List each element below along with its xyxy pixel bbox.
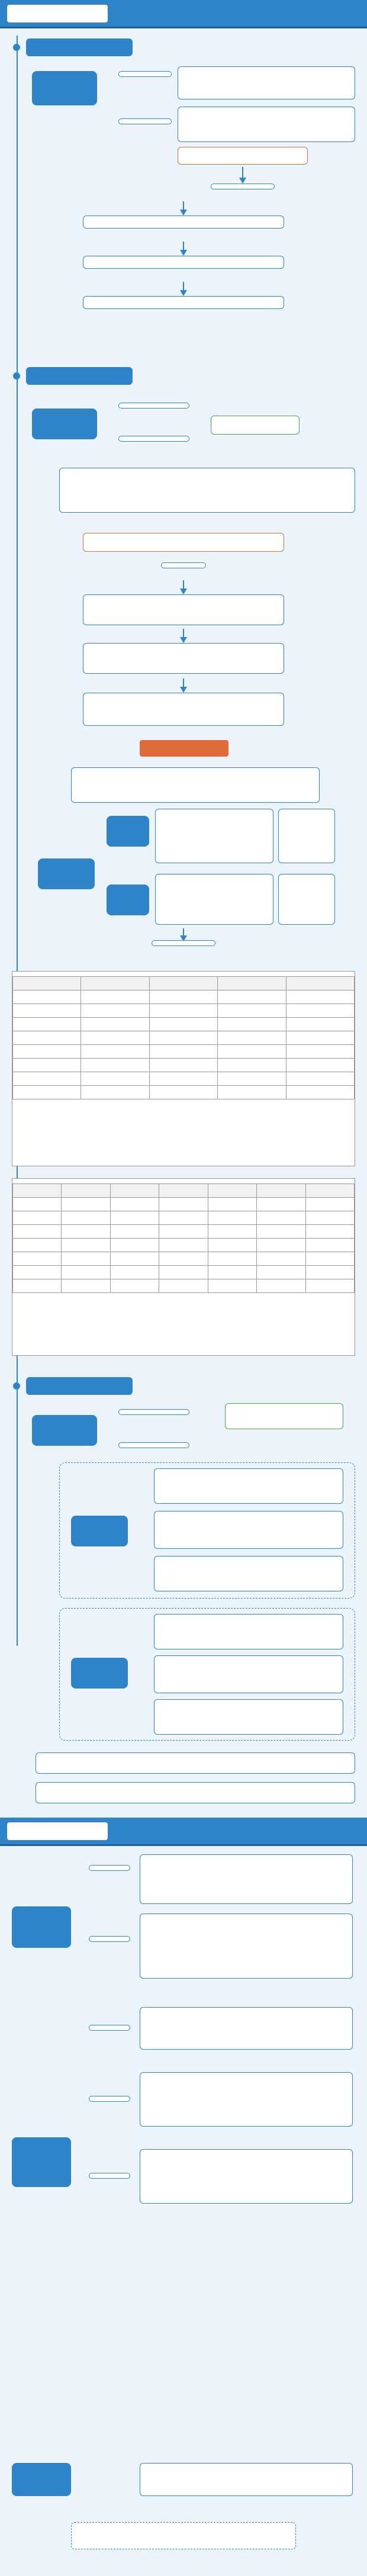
entry-gift-values [278, 874, 335, 925]
example-banner [140, 740, 228, 757]
table-cell [305, 1266, 354, 1279]
arrow-down-icon [242, 167, 243, 179]
table-cell [305, 1239, 354, 1252]
table-row [13, 990, 355, 1004]
table-row [13, 1252, 355, 1266]
table-cell [257, 1211, 305, 1225]
table-cell [257, 1198, 305, 1211]
vat-step-1 [83, 216, 284, 229]
table-cell [286, 1086, 354, 1099]
arrow-down-icon [183, 282, 184, 291]
cit-confirm [83, 533, 284, 552]
section-header-finance [0, 1818, 367, 1846]
finance-g2-entertain-lines [140, 2072, 353, 2127]
table-row [13, 1031, 355, 1045]
table-cell [13, 1059, 81, 1072]
cit-branch-entertain-label [118, 403, 189, 409]
vat-step-3 [83, 296, 284, 309]
vat-lead-label [32, 71, 97, 105]
table-cell [149, 990, 217, 1004]
table-cell [208, 1211, 256, 1225]
table-cell [13, 1252, 62, 1266]
vat-branch-entertain-text [178, 66, 355, 99]
table-cell [62, 1225, 110, 1239]
table-cell [257, 1266, 305, 1279]
table-header [218, 977, 286, 990]
tab-vat [26, 38, 133, 56]
arrow-down-icon [183, 201, 184, 211]
table-cell [149, 1059, 217, 1072]
table-header [208, 1184, 256, 1198]
timeline-dot-icon [13, 1382, 20, 1390]
table-cell [305, 1252, 354, 1266]
vat-branch-entertain-label [118, 71, 172, 77]
table-cell [149, 1004, 217, 1018]
arrow-down-icon [183, 678, 184, 688]
finance-g2-gift-lines [140, 2149, 353, 2204]
entry-group-label [38, 858, 95, 889]
finance-g1-gift-lines [140, 1913, 353, 1979]
table-row [13, 1198, 355, 1211]
table-cell [208, 1239, 256, 1252]
table-cell [62, 1211, 110, 1225]
table-cell [81, 1031, 149, 1045]
cit-result-label [211, 416, 300, 435]
table-cell [62, 1239, 110, 1252]
table-cell [110, 1225, 159, 1239]
table-cell [159, 1279, 208, 1293]
table-cell [81, 1045, 149, 1059]
iit-no-tax-item [154, 1556, 343, 1591]
iit-lead-label [32, 1415, 97, 1446]
table-cell [218, 1031, 286, 1045]
table-cell [257, 1239, 305, 1252]
arrow-down-icon [183, 629, 184, 638]
example-text [71, 767, 320, 803]
table-cell [13, 1279, 62, 1293]
table-cell [208, 1266, 256, 1279]
table-cell [81, 1018, 149, 1031]
timeline-iit [17, 1374, 18, 1646]
finance-g3-lines [140, 2463, 353, 2496]
table-cell [13, 1031, 81, 1045]
cit-order-tag [161, 562, 206, 568]
table-cell [110, 1211, 159, 1225]
table-cell [159, 1198, 208, 1211]
table-cell [218, 990, 286, 1004]
table-cell [13, 1225, 62, 1239]
arrow-down-icon [183, 242, 184, 251]
table-cell [159, 1225, 208, 1239]
table-header [149, 977, 217, 990]
iit-tax-item [154, 1614, 343, 1649]
table-header [257, 1184, 305, 1198]
table-cell [257, 1279, 305, 1293]
table [12, 1184, 355, 1293]
table-cell [13, 1045, 81, 1059]
vat-branch-gift-label [118, 118, 172, 124]
iit-tax-label [71, 1658, 128, 1689]
table-cell [13, 1239, 62, 1252]
table-cell [286, 1004, 354, 1018]
table-header [110, 1184, 159, 1198]
table-header [13, 1184, 62, 1198]
table-cell [305, 1198, 354, 1211]
iit-tax-item [154, 1699, 343, 1735]
table-cell [149, 1018, 217, 1031]
finance-g1-entertain-lines [140, 1854, 353, 1904]
table-cell [13, 1266, 62, 1279]
table-cell [208, 1225, 256, 1239]
table-cell [13, 1004, 81, 1018]
iit-tax-item [154, 1655, 343, 1693]
cit-step-2 [83, 643, 284, 674]
table-header [286, 977, 354, 990]
finance-g1-entertain-label [89, 1865, 130, 1871]
table-row [13, 1086, 355, 1099]
finance-group-3-label [12, 2463, 71, 2496]
tab-cit [26, 367, 133, 385]
table-cell [159, 1252, 208, 1266]
iit-branch-entertain-text [225, 1403, 343, 1429]
table-cell [81, 1004, 149, 1018]
table-cell [110, 1279, 159, 1293]
vat-confirm-tag [178, 147, 308, 165]
tax-table-a105000 [12, 1178, 355, 1356]
table-row [13, 1018, 355, 1031]
table-row [13, 1266, 355, 1279]
table-cell [149, 1072, 217, 1086]
table-cell [257, 1252, 305, 1266]
entry-buy-values [278, 809, 335, 863]
table-cell [81, 1059, 149, 1072]
table-cell [81, 990, 149, 1004]
vat-branch-gift-text [178, 107, 355, 142]
table-cell [257, 1225, 305, 1239]
table-cell [149, 1086, 217, 1099]
table-cell [218, 1045, 286, 1059]
table-cell [110, 1252, 159, 1266]
table-title [12, 1179, 355, 1184]
table-cell [208, 1252, 256, 1266]
table-row [13, 1004, 355, 1018]
table-cell [218, 1004, 286, 1018]
table-cell [218, 1059, 286, 1072]
table-row [13, 1072, 355, 1086]
footer-note [71, 2522, 296, 2549]
table-row [13, 1059, 355, 1072]
table-cell [218, 1018, 286, 1031]
finance-group-2-label [12, 2137, 71, 2187]
iit-basis [36, 1782, 355, 1803]
cit-step-3 [83, 693, 284, 726]
table-header [159, 1184, 208, 1198]
finance-g2-buy-lines [140, 2007, 353, 2050]
table-cell [159, 1239, 208, 1252]
cit-note [59, 468, 355, 513]
finance-g2-gift-label [89, 2173, 130, 2179]
table-row [13, 1279, 355, 1293]
finance-group-1-label [12, 1906, 71, 1948]
entry-gift-label [107, 885, 149, 915]
section-header-tax [0, 0, 367, 28]
table-cell [13, 1198, 62, 1211]
table-cell [149, 1045, 217, 1059]
table [12, 976, 355, 1099]
table-cell [13, 990, 81, 1004]
cit-step-1 [83, 594, 284, 625]
report-tag [152, 940, 215, 946]
table-cell [218, 1086, 286, 1099]
iit-no-tax-item [154, 1468, 343, 1504]
timeline-vat [17, 36, 18, 367]
vat-step-2 [83, 256, 284, 269]
table-header [305, 1184, 354, 1198]
iit-branch-gift-label [118, 1442, 189, 1448]
iit-withhold [36, 1752, 355, 1774]
table-cell [110, 1239, 159, 1252]
timeline-dot-icon [13, 372, 20, 380]
cit-branch-gift-label [118, 436, 189, 442]
finance-g2-buy-label [89, 2025, 130, 2031]
table-cell [286, 1059, 354, 1072]
table-header [81, 977, 149, 990]
table-cell [305, 1225, 354, 1239]
iit-branch-entertain-label [118, 1409, 189, 1415]
table-cell [286, 1072, 354, 1086]
table-title [12, 972, 355, 976]
table-cell [62, 1252, 110, 1266]
iit-no-tax-item [154, 1511, 343, 1549]
table-cell [305, 1279, 354, 1293]
finance-g2-entertain-label [89, 2096, 130, 2102]
table-cell [110, 1198, 159, 1211]
cit-lead-label [32, 409, 97, 439]
table-cell [81, 1072, 149, 1086]
timeline-dot-icon [13, 44, 20, 51]
table-cell [62, 1279, 110, 1293]
table-cell [208, 1279, 256, 1293]
table-cell [13, 1072, 81, 1086]
table-cell [13, 1211, 62, 1225]
table-row [13, 1239, 355, 1252]
table-header [62, 1184, 110, 1198]
table-cell [62, 1198, 110, 1211]
iit-no-tax-label [71, 1516, 128, 1546]
table-cell [218, 1072, 286, 1086]
table-cell [305, 1211, 354, 1225]
tab-iit [26, 1377, 133, 1395]
table-cell [208, 1198, 256, 1211]
table-cell [13, 1086, 81, 1099]
table-cell [159, 1211, 208, 1225]
table-cell [62, 1266, 110, 1279]
table-cell [110, 1266, 159, 1279]
table-cell [159, 1266, 208, 1279]
entry-buy-lines [155, 809, 273, 863]
table-row [13, 1225, 355, 1239]
table-header [13, 977, 81, 990]
table-cell [286, 1031, 354, 1045]
table-cell [286, 1045, 354, 1059]
table-row [13, 1045, 355, 1059]
table-cell [13, 1018, 81, 1031]
entry-gift-lines [155, 874, 273, 925]
vat-price-order-tag [211, 184, 275, 189]
entry-buy-label [107, 816, 149, 847]
finance-g1-gift-label [89, 1936, 130, 1942]
table-cell [286, 990, 354, 1004]
section-title-tax [7, 5, 108, 22]
table-cell [286, 1018, 354, 1031]
table-row [13, 1211, 355, 1225]
arrow-down-icon [183, 928, 184, 937]
table-cell [149, 1031, 217, 1045]
tax-table-a105010 [12, 971, 355, 1166]
arrow-down-icon [183, 580, 184, 590]
table-cell [81, 1086, 149, 1099]
section-title-finance [7, 1822, 108, 1840]
